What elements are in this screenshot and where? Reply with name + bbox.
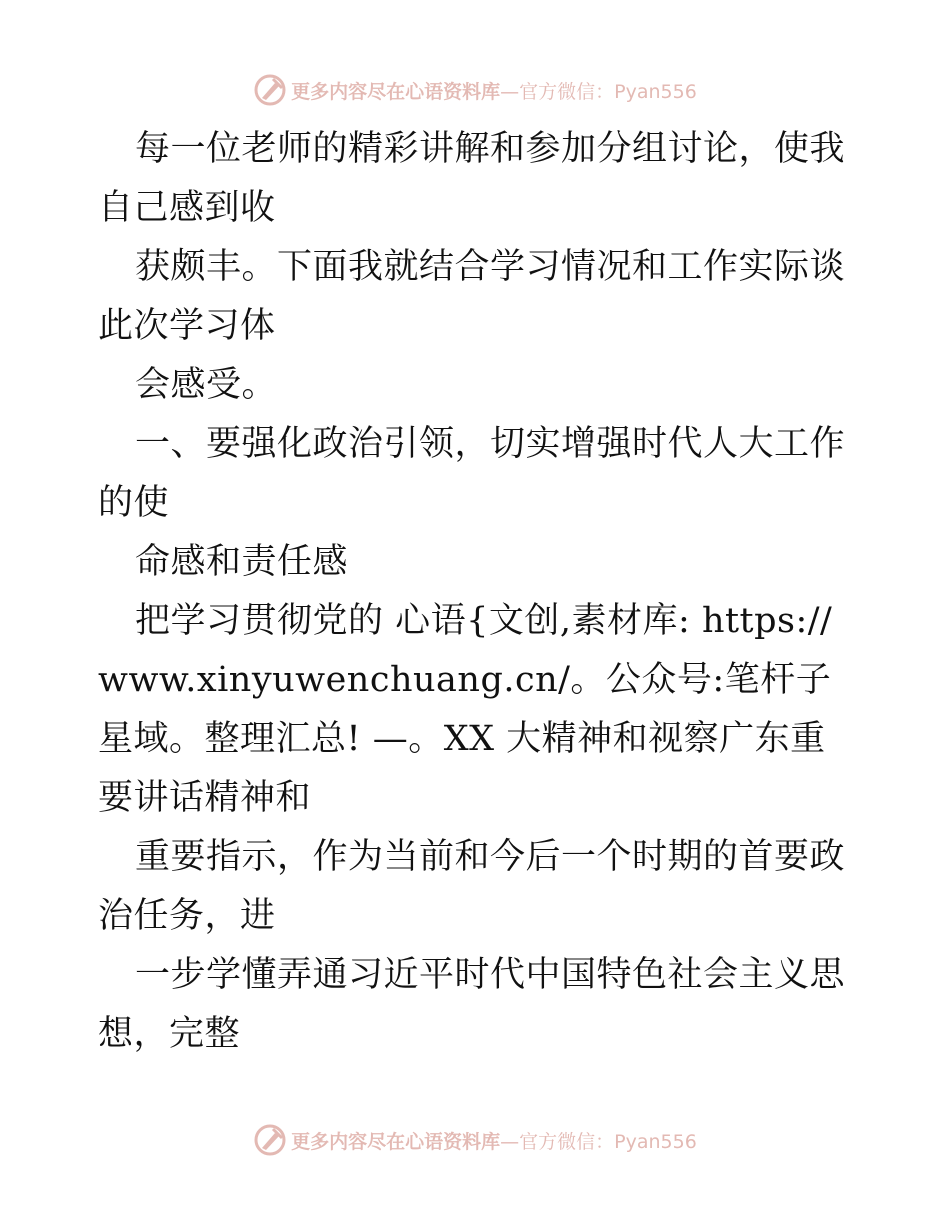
paragraph-6: 把学习贯彻党的 心语{文创,素材库: https://www.xinyuwenchuang.cn/。公众号:笔杆子星域。整理汇总! —。XX 大精神和视察广东重要讲话精神和 — [98, 601, 833, 818]
footer-watermark — [0, 1120, 950, 1160]
paragraph-2: 获颇丰。下面我就结合学习情况和工作实际谈此次学习体 — [98, 247, 846, 346]
paragraph-4: 一、要强化政治引领，切实增强时代人大工作的使 — [98, 424, 846, 523]
header-watermark — [0, 70, 950, 110]
paragraph-8: 一步学懂弄通习近平时代中国特色社会主义思想，完整 — [98, 955, 846, 1054]
footer-wechat-text: —官方微信：Pyan556 — [500, 1130, 697, 1153]
footer-brand-text: 更多内容尽在心语资料库 — [291, 1130, 501, 1153]
paragraph-3: 会感受。 — [135, 365, 278, 405]
document-body — [98, 120, 858, 1064]
paragraph-1: 每一位老师的精彩讲解和参加分组讨论，使我自己感到收 — [98, 129, 846, 228]
header-brand-text: 更多内容尽在心语资料库 — [291, 80, 501, 103]
header-wechat-text: —官方微信：Pyan556 — [500, 80, 697, 103]
pen-seal-icon — [253, 1123, 287, 1157]
paragraph-7: 重要指示，作为当前和今后一个时期的首要政治任务，进 — [98, 837, 846, 936]
paragraph-5: 命感和责任感 — [135, 542, 349, 582]
pen-seal-icon — [253, 73, 287, 107]
